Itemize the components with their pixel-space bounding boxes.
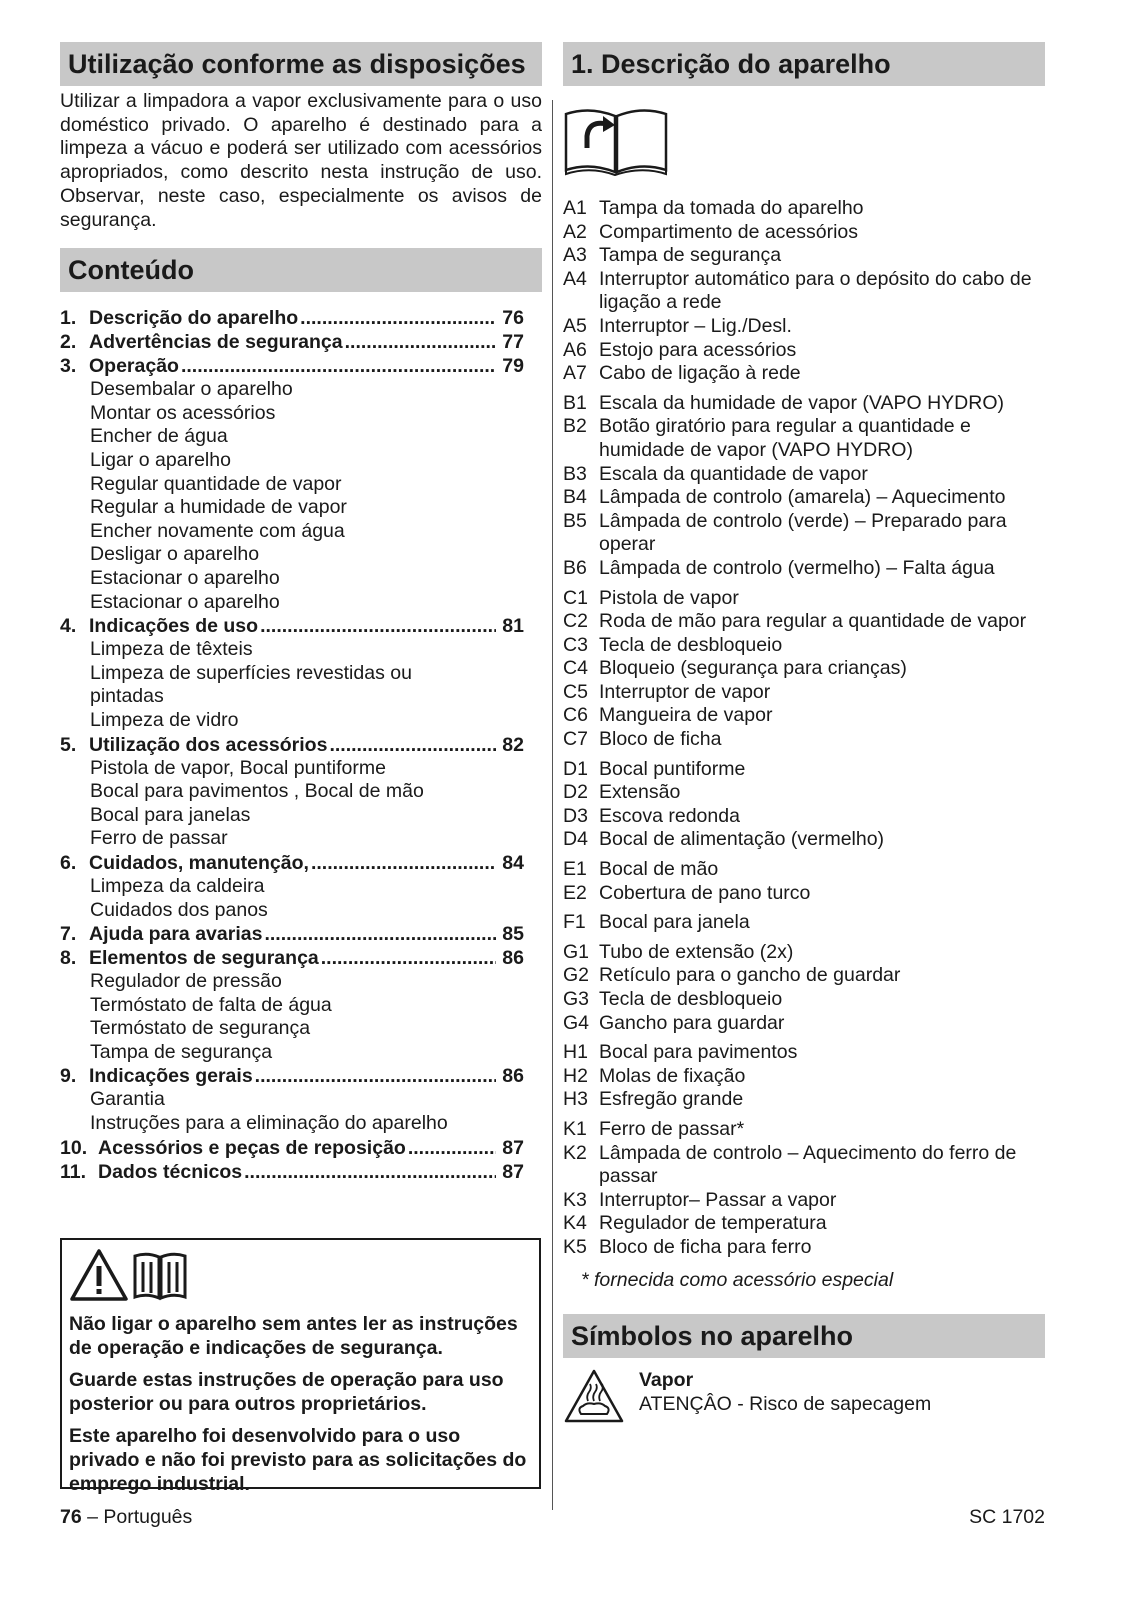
part-description: Tampa de segurança xyxy=(599,244,782,267)
part-description: Escala da humidade de vapor (VAPO HYDRO) xyxy=(599,391,1004,414)
toc-subentry: Desligar o aparelho xyxy=(90,543,260,566)
toc-entry-number: 11. xyxy=(60,1160,87,1183)
toc-entry-number: 4. xyxy=(60,615,77,638)
toc-subentry: Limpeza de têxteis xyxy=(90,638,253,661)
toc-entry-number: 2. xyxy=(60,331,77,354)
toc-entry-number: 3. xyxy=(60,355,77,378)
part-code: A3 xyxy=(563,244,587,267)
part-code: C1 xyxy=(563,586,588,609)
part-code: B3 xyxy=(563,462,587,485)
parts-group xyxy=(563,1118,1045,1260)
part-item xyxy=(563,1041,1045,1065)
part-description: Bocal de mão xyxy=(599,858,719,881)
toc-entry-page: 79 xyxy=(502,355,524,378)
description-heading: 1. Descrição do aparelho xyxy=(563,42,1045,86)
part-description: Bocal para pavimentos xyxy=(599,1041,798,1064)
part-description: Lâmpada de controlo (verde) – Preparado para operar xyxy=(599,509,1007,556)
part-description: Estojo para acessórios xyxy=(599,338,797,361)
toc-subentry: Cuidados dos panos xyxy=(90,898,268,921)
toc-entry-page: 82 xyxy=(502,733,524,756)
symbol-title: Vapor xyxy=(639,1368,694,1391)
part-item xyxy=(563,339,1045,363)
part-description: Escala da quantidade de vapor xyxy=(599,462,868,485)
part-description: Escova redonda xyxy=(599,804,740,827)
part-description: Bloco de ficha xyxy=(599,728,722,751)
toc-entry xyxy=(60,733,542,757)
toc-entry-title: Elementos de segurança xyxy=(89,947,319,970)
toc-entry-number: 1. xyxy=(60,307,77,330)
part-code: D3 xyxy=(563,804,588,827)
part-code: B5 xyxy=(563,509,587,532)
part-code: B6 xyxy=(563,556,587,579)
toc-leader-dots xyxy=(321,946,496,970)
toc-subentry: Bocal para janelas xyxy=(90,803,251,826)
warning-box xyxy=(60,1238,541,1495)
toc-entry-number: 5. xyxy=(60,733,77,756)
part-item xyxy=(563,1142,1045,1189)
part-code: F1 xyxy=(563,911,586,934)
parts-group xyxy=(563,911,1045,935)
toc-entry-page: 84 xyxy=(502,851,524,874)
part-item xyxy=(563,221,1045,245)
toc-subentry: Limpeza de superfícies revestidas ou xyxy=(90,661,412,684)
part-item xyxy=(563,244,1045,268)
part-description: Extensão xyxy=(599,781,681,804)
open-book-icon xyxy=(131,1248,189,1302)
part-code: H2 xyxy=(563,1064,588,1087)
part-item xyxy=(563,634,1045,658)
toc-entry xyxy=(60,922,542,946)
part-description: Retículo para o gancho de guardar xyxy=(599,964,901,987)
part-description: Interruptor– Passar a vapor xyxy=(599,1188,837,1211)
right-column xyxy=(563,42,1045,1424)
part-item xyxy=(563,557,1045,581)
toc-entry-page: 86 xyxy=(502,947,524,970)
part-code: A7 xyxy=(563,362,587,385)
part-code: C5 xyxy=(563,680,588,703)
toc-entry-number: 7. xyxy=(60,923,77,946)
left-column xyxy=(60,42,542,1184)
toc-entry-title: Utilização dos acessórios xyxy=(89,733,328,756)
part-code: E2 xyxy=(563,881,587,904)
warning-text-1: Não ligar o aparelho sem antes ler as instruções de operação e indicações de segurança. xyxy=(69,1313,518,1359)
toc-entry xyxy=(60,354,542,378)
part-code: K5 xyxy=(563,1235,587,1258)
part-description: Tampa da tomada do aparelho xyxy=(599,197,864,219)
part-description: Interruptor de vapor xyxy=(599,680,771,703)
toc-entry xyxy=(60,306,542,330)
part-code: A5 xyxy=(563,314,587,337)
toc-entry-title: Acessórios e peças de reposição xyxy=(98,1136,406,1159)
toc-entry-title: Advertências de segurança xyxy=(89,331,343,354)
footer-language: – Português xyxy=(81,1506,193,1528)
part-code: H1 xyxy=(563,1041,588,1064)
toc-entry xyxy=(60,851,542,875)
toc-leader-dots xyxy=(408,1136,496,1160)
part-item xyxy=(563,1088,1045,1112)
part-description: Botão giratório para regular a quantidade e humidade de vapor (VAPO HYDRO) xyxy=(599,415,971,461)
parts-group xyxy=(563,858,1045,905)
footnote: * fornecida como acessório especial xyxy=(581,1268,894,1291)
part-item xyxy=(563,805,1045,829)
toc-leader-dots xyxy=(300,306,496,330)
part-code: D2 xyxy=(563,781,588,804)
toc-leader-dots xyxy=(181,354,496,378)
part-item xyxy=(563,1118,1045,1142)
part-item xyxy=(563,197,1045,221)
toc-entry-title: Descrição do aparelho xyxy=(89,307,299,330)
toc-entry-page: 87 xyxy=(502,1136,524,1159)
part-code: K4 xyxy=(563,1212,587,1235)
toc-leader-dots xyxy=(244,1160,496,1184)
part-item xyxy=(563,758,1045,782)
part-code: A6 xyxy=(563,338,587,361)
part-description: Tecla de desbloqueio xyxy=(599,988,783,1010)
part-description: Lâmpada de controlo (vermelho) – Falta água xyxy=(599,556,995,579)
part-description: Bloqueio (segurança para crianças) xyxy=(599,657,907,680)
part-description: Esfregão grande xyxy=(599,1088,744,1111)
part-description: Lâmpada de controlo – Aquecimento do ferro de passar xyxy=(599,1141,1017,1188)
part-description: Tecla de desbloqueio xyxy=(599,633,783,656)
toc-subentry: Encher de água xyxy=(90,425,228,448)
parts-group xyxy=(563,758,1045,852)
toc-subentry: pintadas xyxy=(90,685,164,708)
part-code: D4 xyxy=(563,828,588,851)
toc-entry-page: 77 xyxy=(502,331,524,354)
part-item xyxy=(563,510,1045,557)
part-item xyxy=(563,392,1045,416)
toc-entry-title: Indicações gerais xyxy=(89,1065,253,1088)
toc-entry xyxy=(60,1064,542,1088)
toc-subentry: Ligar o aparelho xyxy=(90,449,231,471)
part-code: K3 xyxy=(563,1188,587,1211)
part-code: G1 xyxy=(563,940,590,963)
part-item xyxy=(563,315,1045,339)
part-code: C7 xyxy=(563,728,588,751)
toc-subentry: Tampa de segurança xyxy=(90,1040,273,1063)
toc-entry-number: 6. xyxy=(60,851,77,874)
toc-entry xyxy=(60,330,542,354)
part-item xyxy=(563,781,1045,805)
parts-group xyxy=(563,1041,1045,1112)
part-item xyxy=(563,463,1045,487)
part-code: G2 xyxy=(563,964,590,987)
part-description: Molas de fixação xyxy=(599,1064,746,1087)
footer-model: SC 1702 xyxy=(969,1506,1045,1528)
part-item xyxy=(563,882,1045,906)
part-code: G3 xyxy=(563,988,590,1010)
part-code: G4 xyxy=(563,1011,590,1034)
part-description: Cobertura de pano turco xyxy=(599,881,811,904)
open-book-page-turn-icon xyxy=(563,104,669,176)
toc-entry-title: Ajuda para avarias xyxy=(89,923,263,946)
warning-text-2: Guarde estas instruções de operação para uso posterior ou para outros proprietários. xyxy=(69,1369,504,1415)
symbol-text: ATENÇÂO - Risco de sapecagem xyxy=(639,1392,932,1415)
part-description: Roda de mão para regular a quantidade de vapor xyxy=(599,610,1027,633)
toc-subentry: Estacionar o aparelho xyxy=(90,566,280,589)
part-description: Pistola de vapor xyxy=(599,586,739,609)
part-item xyxy=(563,988,1045,1012)
toc-leader-dots xyxy=(264,922,496,946)
toc-subentry: Limpeza da caldeira xyxy=(90,874,265,897)
toc-entry-number: 9. xyxy=(60,1065,77,1088)
part-description: Bocal de alimentação (vermelho) xyxy=(599,828,885,851)
part-item xyxy=(563,1212,1045,1236)
part-item xyxy=(563,704,1045,728)
part-description: Interruptor – Lig./Desl. xyxy=(599,314,792,337)
part-code: A2 xyxy=(563,220,587,243)
toc-entry-title: Dados técnicos xyxy=(98,1160,243,1183)
toc-entry-page: 85 xyxy=(502,923,524,946)
symbols-heading: Símbolos no aparelho xyxy=(563,1314,1045,1358)
page-number: 76 xyxy=(60,1506,82,1528)
toc-subentry: Regular quantidade de vapor xyxy=(90,472,342,495)
part-description: Mangueira de vapor xyxy=(599,704,773,727)
toc-subentry: Ferro de passar xyxy=(90,827,228,850)
part-description: Cabo de ligação à rede xyxy=(599,362,801,385)
part-item xyxy=(563,858,1045,882)
parts-group xyxy=(563,392,1045,581)
toc-entry-page: 87 xyxy=(502,1160,524,1183)
part-description: Gancho para guardar xyxy=(599,1011,785,1034)
toc-leader-dots xyxy=(311,851,496,875)
part-item xyxy=(563,362,1045,386)
part-code: C2 xyxy=(563,610,588,633)
toc-subentry: Desembalar o aparelho xyxy=(90,378,293,401)
toc-leader-dots xyxy=(329,733,496,757)
toc-entry-title: Cuidados, manutenção, xyxy=(89,851,309,874)
warning-triangle-icon xyxy=(69,1248,129,1302)
part-item xyxy=(563,681,1045,705)
parts-group xyxy=(563,587,1045,752)
toc-subentry: Bocal para pavimentos , Bocal de mão xyxy=(90,780,424,803)
toc-entry-title: Indicações de uso xyxy=(89,615,259,638)
parts-list xyxy=(563,197,1045,1260)
toc-subentry: Encher novamente com água xyxy=(90,519,345,542)
part-code: H3 xyxy=(563,1088,588,1111)
part-item xyxy=(563,728,1045,752)
part-description: Tubo de extensão (2x) xyxy=(599,940,794,963)
part-code: B4 xyxy=(563,486,587,509)
toc-subentry: Termóstato de segurança xyxy=(90,1017,311,1040)
toc-leader-dots xyxy=(345,330,496,354)
use-text: Utilizar a limpadora a vapor exclusivamente para o uso doméstico privado. O aparelho é destinado para a limpeza a vácuo e poderá ser utilizado com acessórios apropriados, como descrito nesta instrução de uso. Observar, neste caso, especialmente os avisos de segurança. xyxy=(60,90,542,231)
part-code: C3 xyxy=(563,633,588,656)
part-description: Bloco de ficha para ferro xyxy=(599,1235,812,1258)
toc-entry-page: 76 xyxy=(502,307,524,330)
toc-entry xyxy=(60,1160,542,1184)
part-code: B1 xyxy=(563,391,587,414)
contents-heading: Conteúdo xyxy=(60,248,542,292)
part-item xyxy=(563,268,1045,315)
toc-subentry: Regular a humidade de vapor xyxy=(90,496,347,519)
part-description: Bocal puntiforme xyxy=(599,757,746,780)
toc-entry-title: Operação xyxy=(89,355,179,378)
table-of-contents xyxy=(60,306,542,1183)
part-code: C4 xyxy=(563,657,588,680)
toc-subentry: Montar os acessórios xyxy=(90,401,276,424)
part-item xyxy=(563,1189,1045,1213)
part-item xyxy=(563,964,1045,988)
part-description: Regulador de temperatura xyxy=(599,1212,827,1235)
part-code: A4 xyxy=(563,267,587,290)
part-item xyxy=(563,657,1045,681)
warning-text-3: Este aparelho foi desenvolvido para o uso privado e não foi previsto para as solicitações do emprego industrial. xyxy=(69,1425,527,1495)
parts-group xyxy=(563,197,1045,386)
toc-entry-page: 81 xyxy=(502,615,524,638)
toc-entry-number: 8. xyxy=(60,947,77,970)
part-description: Interruptor automático para o depósito do cabo de ligação a rede xyxy=(599,267,1032,314)
part-item xyxy=(563,415,1045,462)
part-description: Ferro de passar* xyxy=(599,1117,745,1140)
part-item xyxy=(563,1012,1045,1036)
column-divider xyxy=(552,100,553,1510)
toc-entry-page: 86 xyxy=(502,1065,524,1088)
part-item xyxy=(563,610,1045,634)
part-item xyxy=(563,1236,1045,1260)
toc-subentry: Instruções para a eliminação do aparelho xyxy=(90,1112,448,1135)
toc-subentry: Garantia xyxy=(90,1088,165,1111)
toc-leader-dots xyxy=(260,614,496,638)
toc-subentry: Termóstato de falta de água xyxy=(90,993,332,1016)
toc-entry-number: 10. xyxy=(60,1136,88,1159)
part-description: Lâmpada de controlo (amarela) – Aquecimento xyxy=(599,486,1006,509)
toc-subentry: Regulador de pressão xyxy=(90,970,282,993)
toc-subentry: Pistola de vapor, Bocal puntiforme xyxy=(90,756,386,779)
part-item xyxy=(563,941,1045,965)
toc-leader-dots xyxy=(255,1064,496,1088)
toc-subentry: Limpeza de vidro xyxy=(90,708,239,731)
toc-subentry: Estacionar o aparelho xyxy=(90,590,280,613)
part-item xyxy=(563,828,1045,852)
part-code: E1 xyxy=(563,858,587,881)
part-description: Bocal para janela xyxy=(599,911,750,934)
part-code: D1 xyxy=(563,757,588,780)
toc-entry xyxy=(60,1136,542,1160)
part-code: K1 xyxy=(563,1117,587,1140)
footer-page xyxy=(60,1506,192,1529)
hot-steam-warning-icon xyxy=(563,1368,625,1424)
part-code: B2 xyxy=(563,415,587,438)
part-code: C6 xyxy=(563,704,588,727)
part-description: Compartimento de acessórios xyxy=(599,220,859,243)
part-item xyxy=(563,587,1045,611)
part-item xyxy=(563,911,1045,935)
part-item xyxy=(563,486,1045,510)
part-item xyxy=(563,1065,1045,1089)
parts-group xyxy=(563,941,1045,1035)
part-code: K2 xyxy=(563,1141,587,1164)
use-heading: Utilização conforme as disposições xyxy=(60,42,542,86)
toc-entry xyxy=(60,946,542,970)
part-code: A1 xyxy=(563,197,587,219)
toc-entry xyxy=(60,614,542,638)
